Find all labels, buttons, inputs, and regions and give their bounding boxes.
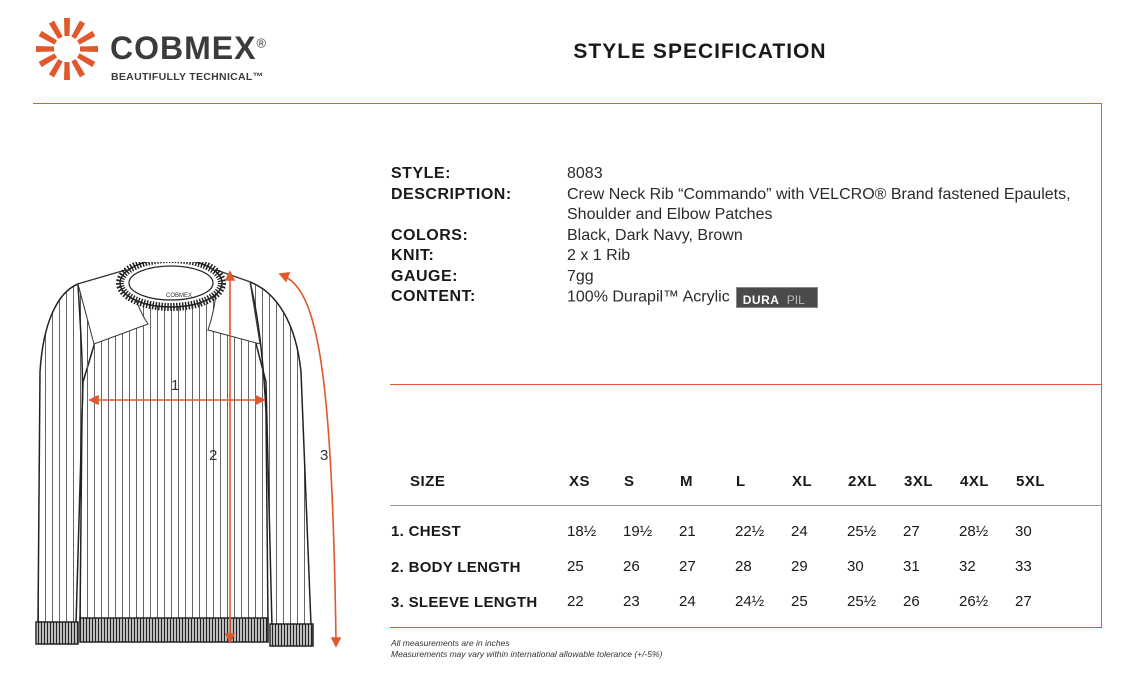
sunburst-icon	[34, 16, 100, 82]
spec-value: 2 x 1 Rib	[567, 247, 631, 264]
footnote-tolerance: Measurements may vary within international allowable tolerance (+/-5%)	[391, 649, 663, 659]
table-cell: 24	[679, 593, 696, 610]
table-cell: 24	[791, 523, 808, 540]
marker-3: 3	[320, 447, 329, 464]
registered-mark: ®	[256, 35, 268, 51]
spec-label: STYLE:	[391, 165, 451, 182]
footnote-units: All measurements are in inches	[391, 638, 510, 648]
table-cell: 22	[567, 593, 584, 610]
durapil-suffix: PIL	[786, 293, 805, 307]
table-cell: 23	[623, 593, 640, 610]
size-col-header: 2XL	[848, 473, 878, 490]
table-cell: 31	[903, 558, 920, 575]
spec-value: 8083	[567, 165, 603, 182]
size-col-header: L	[736, 473, 746, 490]
size-col-header: XL	[792, 473, 813, 490]
table-cell: 27	[903, 523, 920, 540]
size-header: SIZE	[410, 473, 446, 490]
size-col-header: XS	[569, 473, 591, 490]
table-cell: 25½	[847, 593, 877, 610]
collar-label: COBMEX	[166, 293, 193, 299]
spec-label: COLORS:	[391, 226, 469, 244]
table-cell: 28	[735, 558, 752, 575]
spec-value: Black, Dark Navy, Brown	[567, 226, 743, 244]
table-cell: 26	[623, 558, 640, 575]
size-col-header: 5XL	[1016, 473, 1046, 490]
brand-name: COBMEX®	[110, 30, 268, 66]
table-cell: 32	[959, 558, 976, 575]
table-cell: 29	[791, 558, 808, 575]
spec-label: DESCRIPTION:	[391, 185, 512, 203]
section-divider	[390, 384, 1102, 385]
header-divider	[33, 103, 1102, 104]
size-col-header: 3XL	[904, 473, 934, 490]
row-label: 3. SLEEVE LENGTH	[391, 594, 538, 611]
table-cell: 27	[1015, 593, 1032, 610]
size-col-header: 4XL	[960, 473, 990, 490]
spec-label: KNIT:	[391, 247, 435, 264]
table-cell: 25½	[847, 523, 877, 540]
marker-2: 2	[209, 447, 218, 464]
table-cell: 26	[903, 593, 920, 610]
spec-value-wrap	[567, 287, 1087, 308]
table-cell: 28½	[959, 523, 989, 540]
table-cell: 22½	[735, 523, 765, 540]
table-header-rule	[390, 505, 1101, 506]
spec-label: GAUGE:	[391, 267, 458, 285]
size-col-header: M	[680, 473, 693, 490]
table-cell: 27	[679, 558, 696, 575]
spec-value: Crew Neck Rib “Commando” with VELCRO® Brand fastened Epaulets, Shoulder and Elbow Patches	[567, 185, 1071, 223]
sweater-diagram	[28, 262, 348, 662]
right-border	[1101, 103, 1102, 628]
size-col-header: S	[624, 473, 635, 490]
table-cell: 21	[679, 523, 696, 540]
spec-value: 7gg	[567, 267, 594, 285]
table-cell: 26½	[959, 593, 989, 610]
spec-value: 100% Durapil™ Acrylic	[567, 288, 730, 306]
table-cell: 19½	[623, 523, 653, 540]
row-label: 1. CHEST	[391, 523, 461, 540]
table-cell: 24½	[735, 593, 765, 610]
spec-label: CONTENT:	[391, 288, 476, 305]
table-cell: 25	[567, 558, 584, 575]
table-cell: 18½	[567, 523, 597, 540]
durapil-logo	[736, 287, 818, 308]
marker-1: 1	[171, 377, 180, 394]
table-cell: 33	[1015, 558, 1032, 575]
table-bottom-rule	[390, 627, 1102, 628]
table-cell: 30	[1015, 523, 1032, 540]
row-label: 2. BODY LENGTH	[391, 559, 521, 576]
table-cell: 30	[847, 558, 864, 575]
brand-tagline: BEAUTIFULLY TECHNICAL™	[111, 71, 264, 83]
durapil-main: DURA	[742, 293, 780, 307]
brand-logo	[34, 16, 294, 86]
table-cell: 25	[791, 593, 808, 610]
page-title: STYLE SPECIFICATION	[573, 40, 827, 63]
